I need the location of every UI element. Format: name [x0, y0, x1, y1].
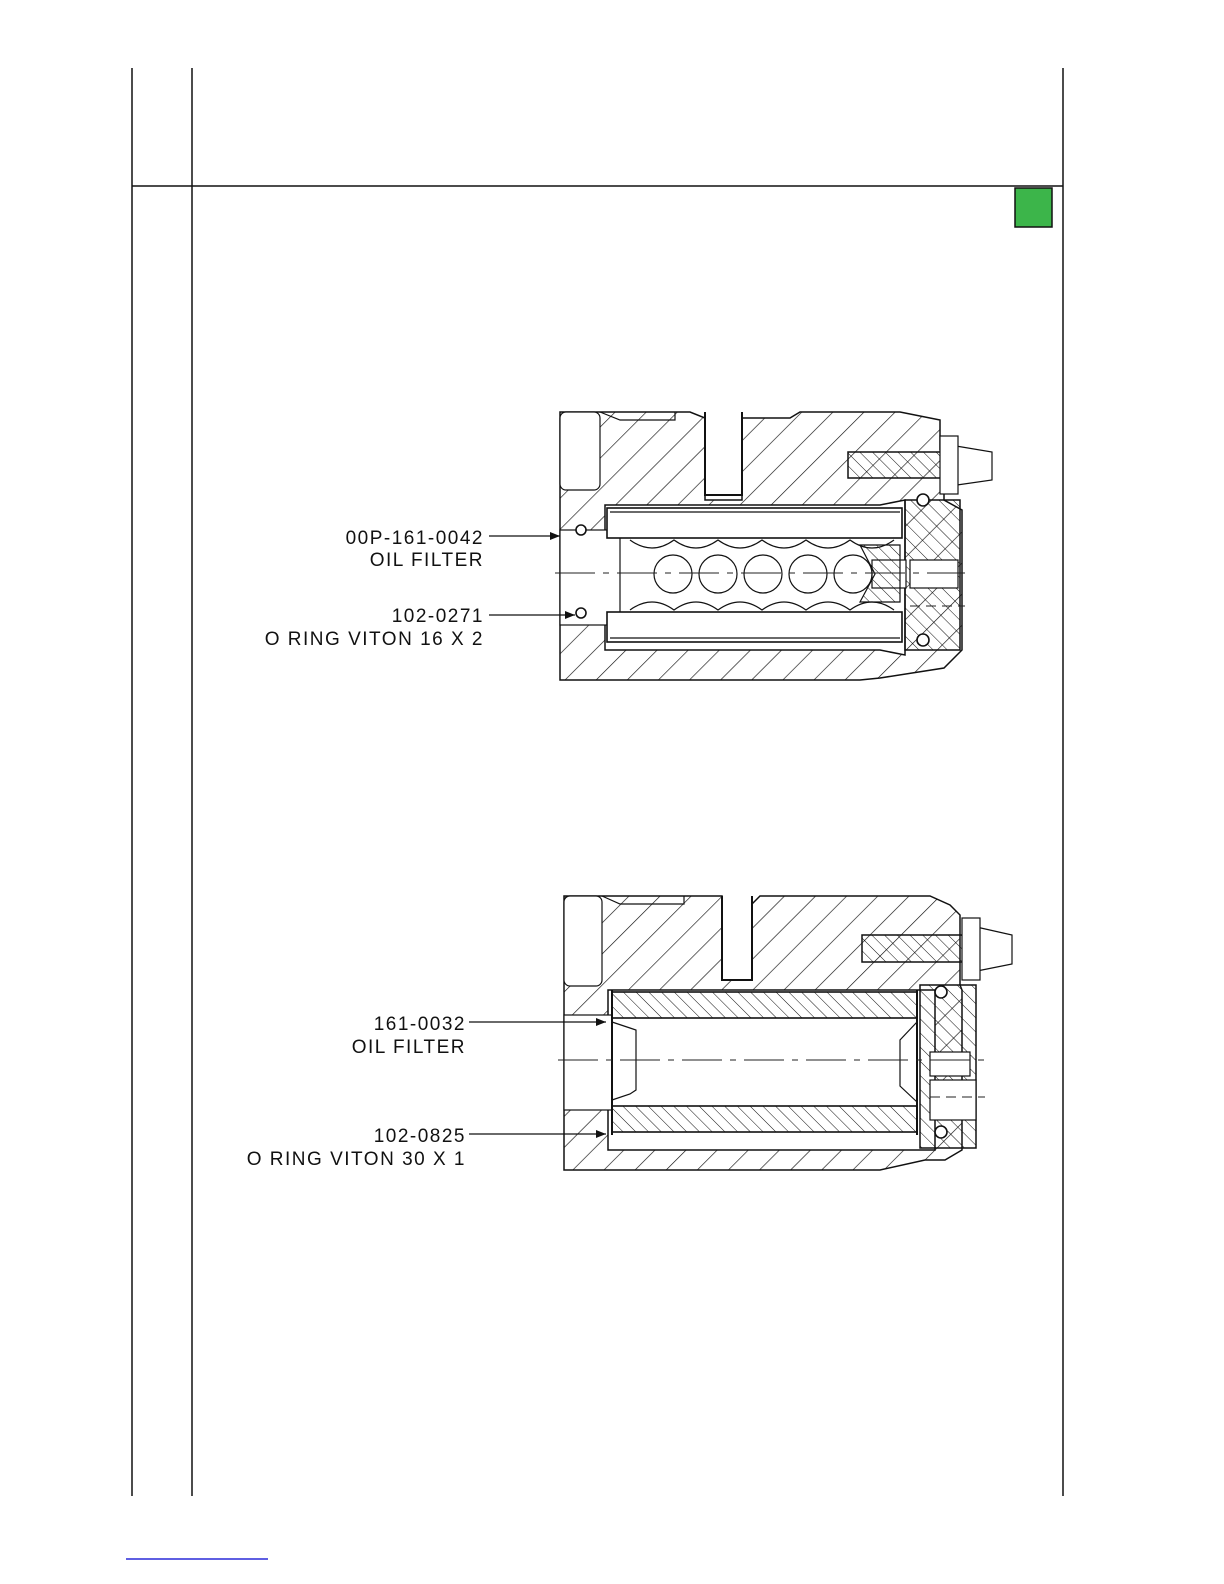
page-frame [126, 68, 1063, 1559]
section-view-1 [265, 412, 992, 680]
section-view-2 [247, 896, 1012, 1170]
view1-oring-part-number: 102-0271 [391, 606, 484, 627]
view1-filter-element [607, 508, 902, 642]
view2-oring-name: O RING VITON 30 X 1 [246, 1149, 466, 1170]
view2-oring-part-number: 102-0825 [373, 1126, 466, 1147]
view1-filter-name: OIL FILTER [369, 550, 484, 571]
view1-oring-name: O RING VITON 16 X 2 [264, 629, 484, 650]
view2-filter-part-number: 161-0032 [373, 1014, 466, 1035]
view2-filter-name: OIL FILTER [351, 1037, 466, 1058]
view2-filter-element [612, 990, 917, 1135]
view1-filter-part-number: 00P-161-0042 [345, 528, 484, 549]
view2-end-cap [920, 985, 976, 1148]
section-marker [1015, 188, 1052, 227]
view2-bore [564, 1015, 612, 1110]
view1-bore [560, 530, 620, 625]
